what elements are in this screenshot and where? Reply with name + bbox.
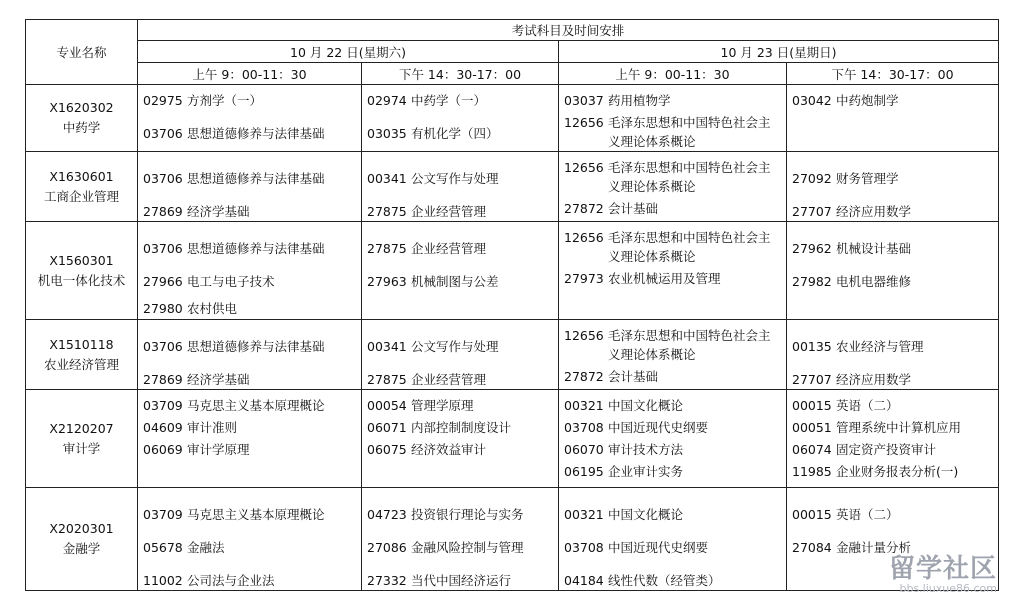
- course-item: [367, 418, 558, 437]
- table-row: [26, 85, 999, 152]
- course-name: 农业机械运用及管理: [608, 271, 721, 286]
- course-code: 04184: [564, 573, 604, 588]
- major-name: 工商企业管理: [43, 188, 119, 204]
- course-item: [143, 202, 361, 221]
- course-item: [792, 202, 998, 221]
- course-item: [564, 113, 786, 151]
- course-code: 27707: [792, 372, 832, 387]
- major-header: 专业名称: [26, 20, 138, 85]
- course-item: [564, 505, 786, 524]
- course-item: [143, 370, 361, 389]
- course-name: 企业经营管理: [411, 204, 487, 219]
- course-name: 中国近现代史纲要: [608, 540, 709, 555]
- course-name: 思想道德修养与法律基础: [187, 126, 325, 141]
- course-code: 27872: [564, 201, 604, 216]
- course-name: 电机电器维修: [836, 274, 912, 289]
- course-cell: [787, 390, 999, 488]
- course-item: [564, 418, 786, 437]
- course-item: [792, 462, 998, 481]
- table-row: [26, 152, 999, 222]
- course-name: 企业审计实务: [608, 464, 684, 479]
- course-code: 03709: [143, 398, 183, 413]
- course-cell: [559, 390, 787, 488]
- course-item: [367, 272, 558, 291]
- course-code: 27963: [367, 274, 407, 289]
- course-item: [367, 396, 558, 415]
- course-cell: [559, 85, 787, 152]
- course-name: 中国文化概论: [608, 398, 684, 413]
- course-code: 03035: [367, 126, 407, 141]
- exam-schedule-table: [25, 19, 999, 591]
- course-name: 投资银行理论与实务: [411, 507, 524, 522]
- course-name: 毛泽东思想和中国特色社会主义理论体系概论: [608, 115, 771, 149]
- course-item: [143, 239, 361, 258]
- course-code: 12656: [564, 115, 604, 130]
- major-name: 农业经济管理: [43, 356, 119, 372]
- course-code: 03706: [143, 241, 183, 256]
- course-code: 06070: [564, 442, 604, 457]
- course-code: 27980: [143, 301, 183, 316]
- exam-schedule-title: 考试科目及时间安排: [138, 20, 999, 41]
- major-code: X1510118: [49, 336, 114, 352]
- major-code: X1620302: [49, 100, 114, 115]
- date-header: 10 月 23 日(星期日): [559, 41, 999, 63]
- course-cell: [362, 222, 559, 320]
- course-item: [792, 505, 998, 524]
- course-code: 00321: [564, 398, 604, 413]
- course-item: [564, 158, 786, 196]
- table-row: [26, 390, 999, 488]
- course-item: [564, 91, 786, 110]
- major-code: X1630601: [49, 168, 114, 184]
- course-item: [143, 299, 361, 318]
- course-item: [367, 505, 558, 524]
- course-cell: [787, 320, 999, 390]
- course-code: 27875: [367, 241, 407, 256]
- course-code: 06075: [367, 442, 407, 457]
- schedule-body: [26, 85, 999, 591]
- course-code: 27875: [367, 372, 407, 387]
- course-cell: [362, 390, 559, 488]
- course-item: [143, 440, 361, 459]
- course-cell: [787, 222, 999, 320]
- course-item: [143, 396, 361, 415]
- course-code: 03708: [564, 420, 604, 435]
- watermark: [889, 548, 997, 595]
- course-item: [564, 326, 786, 364]
- course-item: [792, 169, 998, 188]
- course-cell: [138, 85, 362, 152]
- course-name: 中药炮制学: [836, 93, 899, 108]
- course-name: 固定资产投资审计: [836, 442, 937, 457]
- course-item: [143, 505, 361, 524]
- course-code: 03042: [792, 93, 832, 108]
- course-name: 马克思主义基本原理概论: [187, 507, 325, 522]
- course-code: 04723: [367, 507, 407, 522]
- course-name: 财务管理学: [836, 171, 899, 186]
- course-code: 03706: [143, 339, 183, 354]
- course-code: 03708: [564, 540, 604, 555]
- course-code: 27084: [792, 540, 832, 555]
- course-item: [367, 337, 558, 356]
- course-code: 02975: [143, 93, 183, 108]
- major-cell: [26, 390, 138, 488]
- course-item: [143, 91, 361, 110]
- course-code: 03037: [564, 93, 604, 108]
- course-code: 06069: [143, 442, 183, 457]
- course-item: [143, 169, 361, 188]
- course-code: 27869: [143, 204, 183, 219]
- course-item: [792, 418, 998, 437]
- course-item: [564, 462, 786, 481]
- watermark-url: bbs.liuxue86.com: [899, 582, 997, 595]
- course-item: [143, 538, 361, 557]
- course-code: 00015: [792, 507, 832, 522]
- course-code: 27962: [792, 241, 832, 256]
- major-cell: [26, 222, 138, 320]
- course-code: 00341: [367, 339, 407, 354]
- major-code: X2120207: [49, 420, 114, 436]
- course-code: 00341: [367, 171, 407, 186]
- course-name: 金融法: [187, 540, 225, 555]
- course-name: 中国近现代史纲要: [608, 420, 709, 435]
- course-code: 27092: [792, 171, 832, 186]
- course-cell: [138, 152, 362, 222]
- course-code: 27982: [792, 274, 832, 289]
- time-slot-header: 下午 14：30-17：00: [362, 63, 559, 85]
- course-code: 00135: [792, 339, 832, 354]
- course-cell: [787, 85, 999, 152]
- course-name: 药用植物学: [608, 93, 671, 108]
- course-name: 思想道德修养与法律基础: [187, 171, 325, 186]
- course-name: 金融计量分析: [836, 540, 912, 555]
- course-item: [792, 370, 998, 389]
- course-code: 06071: [367, 420, 407, 435]
- course-code: 12656: [564, 230, 604, 245]
- course-item: [792, 337, 998, 356]
- course-cell: [362, 320, 559, 390]
- course-name: 当代中国经济运行: [411, 573, 512, 588]
- course-name: 企业财务报表分析(一): [836, 464, 959, 479]
- course-cell: [559, 222, 787, 320]
- course-code: 03706: [143, 171, 183, 186]
- course-code: 06195: [564, 464, 604, 479]
- course-name: 审计技术方法: [608, 442, 684, 457]
- course-name: 经济学基础: [187, 372, 250, 387]
- course-item: [792, 239, 998, 258]
- course-item: [792, 272, 998, 291]
- course-cell: [362, 85, 559, 152]
- course-item: [792, 396, 998, 415]
- course-code: 02974: [367, 93, 407, 108]
- course-item: [367, 370, 558, 389]
- course-item: [564, 199, 786, 218]
- course-name: 经济学基础: [187, 204, 250, 219]
- course-item: [367, 169, 558, 188]
- course-code: 27973: [564, 271, 604, 286]
- course-name: 机械制图与公差: [411, 274, 499, 289]
- course-name: 中药学（一）: [411, 93, 487, 108]
- course-code: 00015: [792, 398, 832, 413]
- course-cell: [138, 488, 362, 591]
- course-name: 会计基础: [608, 201, 659, 216]
- course-code: 06074: [792, 442, 832, 457]
- watermark-logo: 留学社区: [888, 554, 997, 584]
- course-name: 金融风险控制与管理: [411, 540, 524, 555]
- course-code: 00054: [367, 398, 407, 413]
- course-code: 11985: [792, 464, 832, 479]
- course-name: 农业经济与管理: [836, 339, 924, 354]
- course-code: 27086: [367, 540, 407, 555]
- course-code: 27707: [792, 204, 832, 219]
- course-name: 会计基础: [608, 369, 659, 384]
- course-item: [367, 538, 558, 557]
- course-item: [792, 440, 998, 459]
- course-code: 04609: [143, 420, 183, 435]
- course-cell: [138, 320, 362, 390]
- course-name: 经济应用数学: [836, 204, 912, 219]
- course-item: [143, 418, 361, 437]
- course-name: 公司法与企业法: [187, 573, 275, 588]
- course-item: [564, 396, 786, 415]
- course-cell: [138, 222, 362, 320]
- course-name: 农村供电: [187, 301, 238, 316]
- course-name: 英语（二）: [836, 507, 899, 522]
- course-item: [564, 440, 786, 459]
- course-code: 03706: [143, 126, 183, 141]
- major-cell: [26, 85, 138, 152]
- course-name: 企业经营管理: [411, 241, 487, 256]
- major-cell: [26, 488, 138, 591]
- date-header: 10 月 22 日(星期六): [138, 41, 559, 63]
- course-code: 12656: [564, 160, 604, 175]
- course-name: 毛泽东思想和中国特色社会主义理论体系概论: [608, 328, 771, 362]
- course-name: 电工与电子技术: [187, 274, 275, 289]
- major-cell: [26, 152, 138, 222]
- course-cell: [559, 320, 787, 390]
- course-item: [143, 124, 361, 143]
- course-name: 公文写作与处理: [411, 339, 499, 354]
- time-slot-header: 上午 9：00-11：30: [559, 63, 787, 85]
- course-cell: [787, 152, 999, 222]
- time-slot-header: 下午 14：30-17：00: [787, 63, 999, 85]
- course-name: 经济效益审计: [411, 442, 487, 457]
- course-name: 有机化学（四）: [411, 126, 499, 141]
- course-item: [367, 202, 558, 221]
- major-name: 金融学: [62, 541, 101, 556]
- course-name: 思想道德修养与法律基础: [187, 241, 325, 256]
- major-cell: [26, 320, 138, 390]
- course-item: [367, 124, 558, 143]
- course-code: 03709: [143, 507, 183, 522]
- course-cell: [362, 488, 559, 591]
- course-code: 05678: [143, 540, 183, 555]
- major-code: X1560301: [49, 252, 114, 268]
- course-name: 审计准则: [187, 420, 238, 435]
- course-name: 方剂学（一）: [187, 93, 263, 108]
- course-name: 线性代数（经管类）: [608, 573, 721, 588]
- course-name: 管理系统中计算机应用: [836, 420, 962, 435]
- time-slot-header: 上午 9：00-11：30: [138, 63, 362, 85]
- course-name: 审计学原理: [187, 442, 250, 457]
- table-row: [26, 222, 999, 320]
- course-name: 企业经营管理: [411, 372, 487, 387]
- course-item: [564, 538, 786, 557]
- course-code: 27875: [367, 204, 407, 219]
- course-name: 经济应用数学: [836, 372, 912, 387]
- course-name: 管理学原理: [411, 398, 474, 413]
- course-item: [367, 91, 558, 110]
- course-code: 27872: [564, 369, 604, 384]
- course-name: 中国文化概论: [608, 507, 684, 522]
- course-code: 27332: [367, 573, 407, 588]
- course-item: [143, 571, 361, 590]
- course-code: 27966: [143, 274, 183, 289]
- course-cell: [362, 152, 559, 222]
- course-item: [143, 337, 361, 356]
- table-row: [26, 320, 999, 390]
- course-cell: [559, 488, 787, 591]
- course-name: 机械设计基础: [836, 241, 912, 256]
- course-item: [564, 367, 786, 386]
- course-code: 11002: [143, 573, 183, 588]
- course-item: [792, 91, 998, 110]
- course-item: [367, 239, 558, 258]
- major-name: 审计学: [62, 440, 101, 456]
- course-name: 思想道德修养与法律基础: [187, 339, 325, 354]
- course-cell: [138, 390, 362, 488]
- course-item: [367, 440, 558, 459]
- course-code: 12656: [564, 328, 604, 343]
- major-code: X2020301: [49, 521, 114, 536]
- course-name: 英语（二）: [836, 398, 899, 413]
- course-name: 毛泽东思想和中国特色社会主义理论体系概论: [608, 230, 771, 264]
- course-name: 马克思主义基本原理概论: [187, 398, 325, 413]
- major-name: 机电一体化技术: [37, 272, 126, 288]
- course-item: [143, 272, 361, 291]
- course-cell: [559, 152, 787, 222]
- course-name: 毛泽东思想和中国特色社会主义理论体系概论: [608, 160, 771, 194]
- course-code: 00321: [564, 507, 604, 522]
- course-code: 00051: [792, 420, 832, 435]
- table-row: [26, 488, 999, 591]
- course-item: [564, 269, 786, 288]
- course-item: [564, 228, 786, 266]
- course-name: 公文写作与处理: [411, 171, 499, 186]
- course-item: [367, 571, 558, 590]
- major-name: 中药学: [62, 120, 101, 135]
- course-item: [564, 571, 786, 590]
- course-code: 27869: [143, 372, 183, 387]
- course-name: 内部控制制度设计: [411, 420, 512, 435]
